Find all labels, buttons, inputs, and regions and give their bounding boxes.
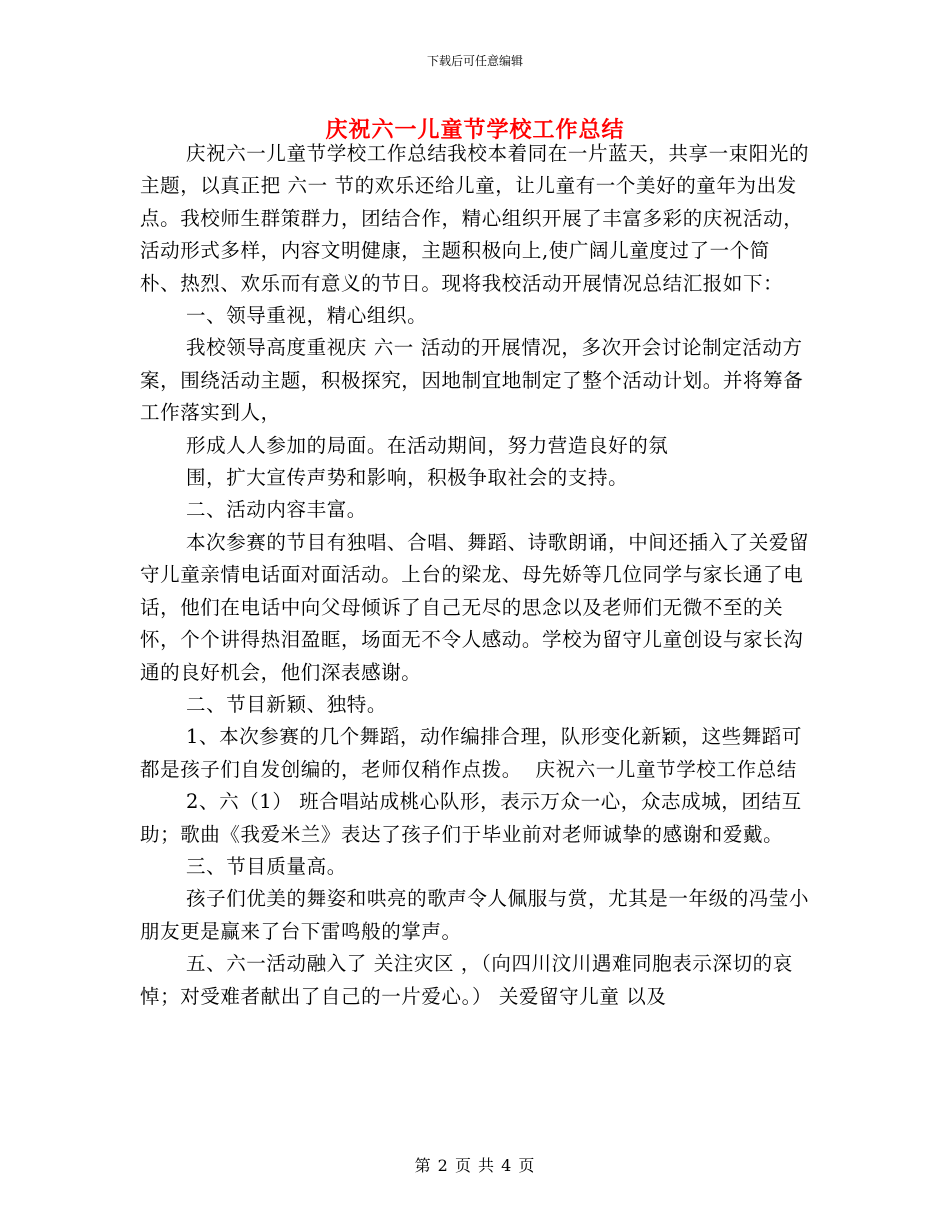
paragraph: 本次参赛的节目有独唱、合唱、舞蹈、诗歌朗诵，中间还插入了关爱留守儿童亲情电话面对面活动。上台的梁龙、母先娇等几位同学与家长通了电话，他们在电话中向父母倾诉了自己无尽的思念以及老师们无微不至的关怀，个个讲得热泪盈眶，场面无不令人感动。学校为留守儿童创设与家长沟通的良好机会，他们深表感谢。 (140, 530, 810, 684)
document-title: 庆祝六一儿童节学校工作总结 (325, 118, 625, 143)
paragraph: 庆祝六一儿童节学校工作总结我校本着同在一片蓝天，共享一束阳光的主题，以真正把 六一 节的欢乐还给儿童，让儿童有一个美好的童年为出发点。我校师生群策群力，团结合作，精心组织开展了丰富多彩的庆祝活动，活动形式多样，内容文明健康，主题积极向上,使广阔儿童度过了一个简朴、热烈、欢乐而有意义的节日。现将我校活动开展情况总结汇报如下： (140, 142, 810, 295)
paragraph: 围，扩大宣传声势和影响，积极争取社会的支持。 (186, 466, 629, 490)
section-heading: 二、活动内容丰富。 (186, 498, 367, 522)
section-heading: 二、节目新颖、独特。 (186, 692, 388, 716)
paragraph: 我校领导高度重视庆 六一 活动的开展情况，多次开会讨论制定活动方案，围绕活动主题，积极探究，因地制宜地制定了整个活动计划。并将筹备工作落实到人， (140, 336, 804, 425)
paragraph: 形成人人参加的局面。在活动期间，努力营造良好的氛 (186, 433, 669, 457)
paragraph: 2、六（1） 班合唱站成桃心队形，表示万众一心，众志成城，团结互助；歌曲《我爱米兰》表达了孩子们于毕业前对老师诚挚的感谢和爱戴。 (140, 790, 802, 846)
section-heading: 三、节目质量高。 (186, 854, 347, 878)
page-header: 下载后可任意编辑 (426, 54, 523, 68)
paragraph: 孩子们优美的舞姿和哄亮的歌声令人佩服与赏，尤其是一年级的冯莹小朋友更是赢来了台下雷鸣般的掌声。 (140, 887, 810, 943)
paragraph: 1、本次参赛的几个舞蹈，动作编排合理，队形变化新颖，这些舞蹈可都是孩子们自发创编的，老师仅稍作点拨。 庆祝六一儿童节学校工作总结 (140, 725, 803, 781)
document-body (140, 138, 810, 1013)
section-heading: 一、领导重视，精心组织。 (186, 304, 428, 328)
paragraph: 五、六一活动融入了 关注灾区 ，（向四川汶川遇难同胞表示深切的哀悼；对受难者献出了自己的一片爱心。） 关爱留守儿童 以及 (140, 952, 793, 1008)
page-footer: 第 2 页 共 4 页 (414, 1156, 536, 1175)
